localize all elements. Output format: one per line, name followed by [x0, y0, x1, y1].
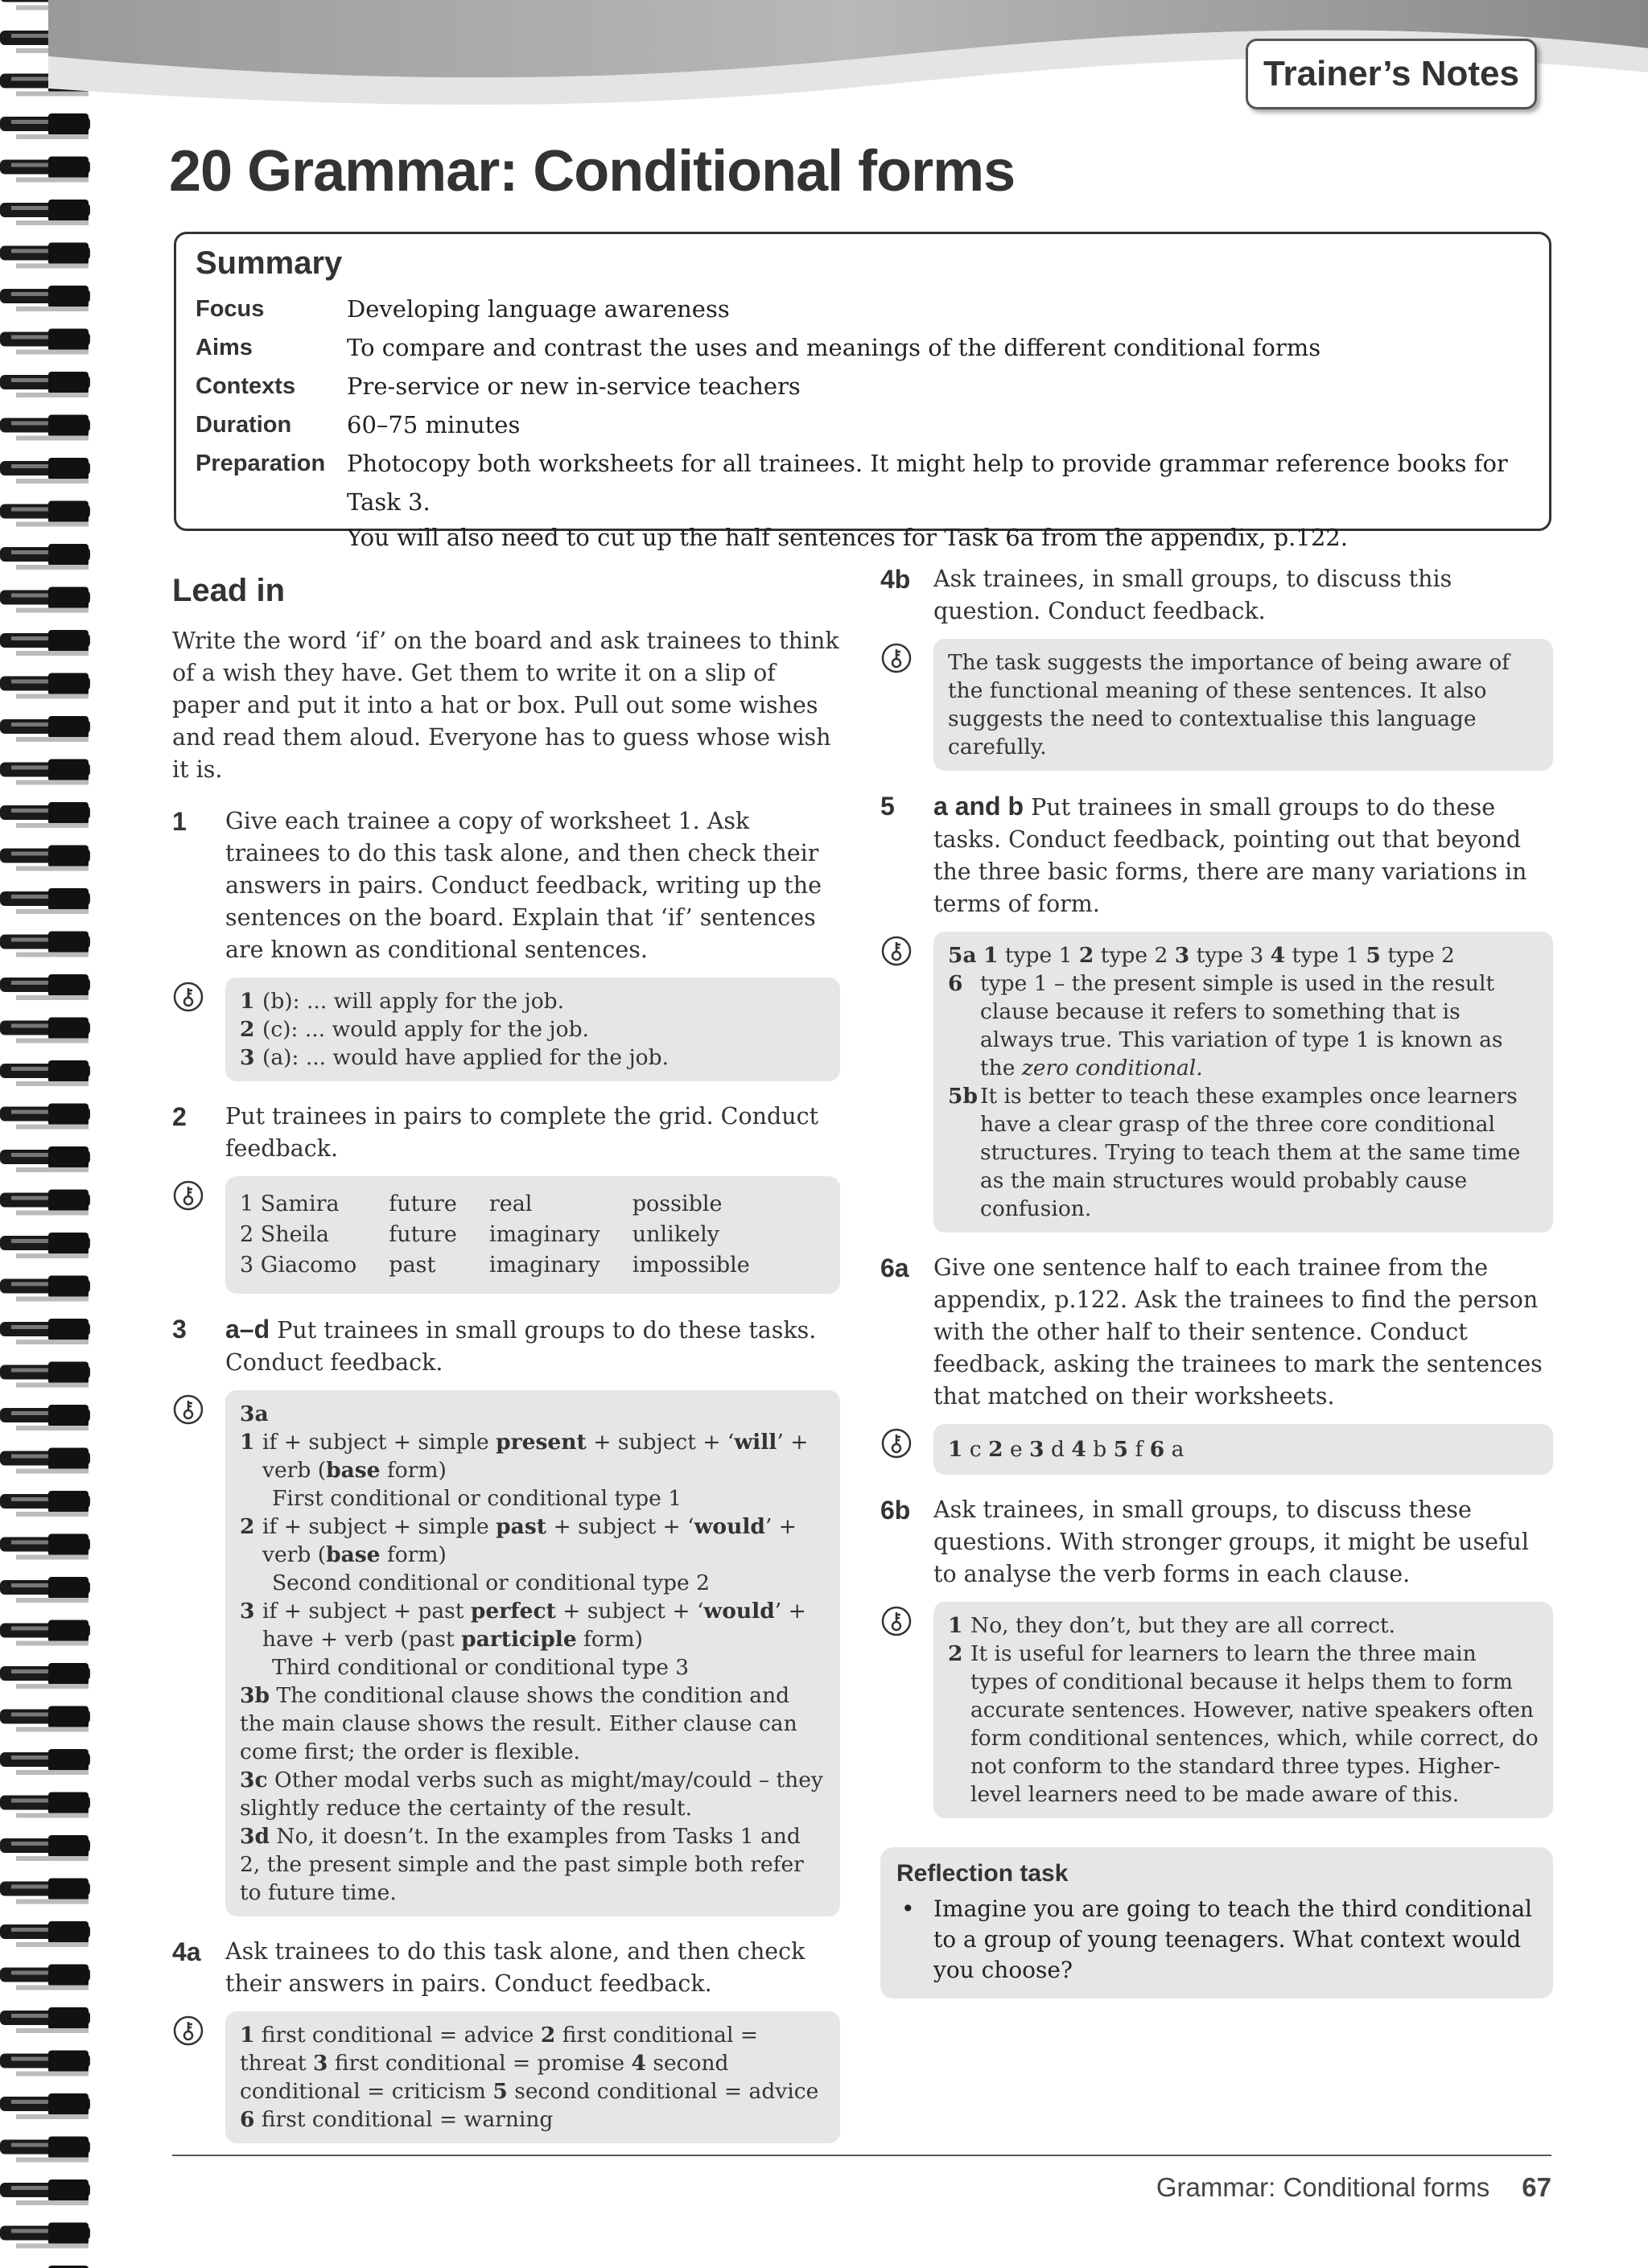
page-footer: [1156, 2172, 1551, 2203]
left-column: [172, 563, 840, 2143]
task-text: Put trainees in small groups to do these tasks. Conduct feedback, pointing out that beyond the three basic forms, there are many variations in terms of form.: [933, 794, 1527, 917]
summary-value: Developing language awareness: [347, 295, 730, 323]
reflection-bullet: [896, 1894, 1537, 1986]
summary-value: You will also need to cut up the half sentences for Task 6a from the appendix, p.122.: [347, 524, 1348, 551]
summary-value: Photocopy both worksheets for all trainees. It might help to provide grammar reference books for Task 3.: [347, 450, 1508, 516]
answer-key-box: [933, 932, 1553, 1233]
summary-row-focus: [196, 290, 1530, 328]
key-text: if + subject + simple past + subject + ‘would’ + verb (base form): [262, 1514, 797, 1567]
page-title: 20 Grammar: Conditional forms: [169, 139, 1016, 204]
task-3: [172, 1313, 840, 1379]
key-num: 1: [240, 1430, 255, 1455]
key-icon: [172, 2011, 225, 2050]
key-icon: [172, 978, 225, 1016]
summary-value: To compare and contrast the uses and meanings of the different conditional forms: [347, 334, 1321, 361]
grid-cell: 2 Sheila: [240, 1222, 329, 1247]
grid-cell: unlikely: [632, 1222, 719, 1247]
key-item: [240, 1428, 826, 1484]
answer-key-box: [933, 1602, 1553, 1818]
key-line: 5a 1 type 1 2 type 2 3 type 3 4 type 1 5 type 2: [948, 943, 1455, 968]
reflection-text: Imagine you are going to teach the third conditional to a group of young teenagers. What context would you choose?: [933, 1895, 1532, 1983]
key-text: (b): ... will apply for the job.: [262, 989, 565, 1014]
key-num: 2: [240, 1017, 255, 1042]
answer-key-box: [225, 1176, 840, 1294]
bullet-icon: •: [901, 1895, 915, 1922]
lead-in-text: Write the word ‘if’ on the board and ask trainees to think of a wish they have. Get them to write it on a slip of paper and put it into a hat or box. Pull out some wishes and read them aloud. Everyone has to guess whose wish it is.: [172, 628, 839, 783]
task-text: Put trainees in pairs to complete the grid. Conduct feedback.: [225, 1103, 819, 1162]
key-icon: [172, 1390, 225, 1429]
key-item: [240, 1513, 826, 1569]
key-item: 2 It is useful for learners to learn the three main types of conditional because it helps them to form accurate sentences. However, native speakers often form conditional sentences, which, while correct, do not conform to the standard three types. Higher-level learners need to be made aware of this.: [948, 1641, 1539, 1807]
grid-cell: imaginary: [488, 1222, 600, 1247]
task-4a: [172, 1936, 840, 2000]
grid-cell: imaginary: [488, 1253, 600, 1278]
task-text: Put trainees in small groups to do these tasks. Conduct feedback.: [225, 1317, 817, 1376]
key-item: 1 No, they don’t, but they are all correct.: [948, 1613, 1396, 1638]
answer-key-1: [172, 978, 840, 1081]
answer-key-box: [225, 1390, 840, 1916]
summary-row-contexts: [196, 367, 1530, 405]
task-number: 2: [172, 1102, 187, 1131]
grid-cell: possible: [632, 1192, 723, 1216]
summary-key: [196, 521, 347, 554]
key-icon: [880, 639, 933, 677]
key-num: 3: [240, 1045, 255, 1070]
task-text: Give each trainee a copy of worksheet 1. Ask trainees to do this task alone, and then check their answers in pairs. Conduct feedback, writing up the sentences on the board. Explain that ‘if’ sentences are known as conditional sentences.: [225, 808, 822, 963]
task-number: 4b: [880, 565, 911, 594]
page-number: 67: [1522, 2172, 1551, 2202]
task-number: 3: [172, 1315, 187, 1344]
grid-cell: real: [488, 1192, 533, 1216]
key-item: [240, 987, 826, 1015]
summary-row-preparation-cont: [196, 521, 1530, 554]
task-4b: [880, 563, 1553, 628]
key-para: 3d No, it doesn’t. In the examples from Tasks 1 and 2, the present simple and the past simple both refer to future time.: [240, 1824, 804, 1905]
key-icon: [880, 1424, 933, 1463]
answer-key-box: 1 first conditional = advice 2 first conditional = threat 3 first conditional = promise 4 second conditional = criticism 5 second conditional = advice 6 first conditional = warning: [225, 2011, 840, 2143]
summary-key: Contexts: [196, 373, 296, 399]
key-para: 3c Other modal verbs such as might/may/could – they slightly reduce the certainty of the result.: [240, 1768, 823, 1821]
key-num: 1: [240, 989, 255, 1014]
key-text: if + subject + simple present + subject + ‘will’ + verb (base form): [262, 1430, 809, 1483]
answer-key-6a: [880, 1424, 1553, 1475]
key-item: [240, 1597, 826, 1653]
summary-key: Duration: [196, 412, 292, 438]
key-subheading: 3a: [240, 1402, 269, 1426]
task-text: Ask trainees, in small groups, to discuss these questions. With stronger groups, it might be useful to analyse the verb forms in each clause.: [933, 1496, 1529, 1587]
summary-heading: Summary: [196, 245, 343, 281]
summary-key: Aims: [196, 335, 253, 360]
task-1: [172, 805, 840, 966]
key-item: 6 type 1 – the present simple is used in the result clause because it refers to something that is always true. This variation of type 1 is known as the zero conditional.: [948, 971, 1503, 1080]
grid-cell: past: [389, 1253, 436, 1278]
key-num: 3: [240, 1599, 255, 1624]
grid-cell: future: [389, 1222, 457, 1247]
key-icon: [880, 1602, 933, 1640]
task-number: 1: [172, 807, 187, 836]
right-column: [880, 563, 1553, 1998]
answer-key-box: [225, 978, 840, 1081]
grid-cell: 1 Samira: [240, 1192, 340, 1216]
key-text: (c): ... would apply for the job.: [262, 1017, 589, 1042]
trainers-notes-tab: Trainer’s Notes: [1246, 39, 1537, 109]
task-5: [880, 790, 1553, 920]
summary-key: Focus: [196, 296, 265, 322]
summary-row-preparation: [196, 444, 1530, 521]
task-lead: a and b: [933, 792, 1024, 821]
answer-key-box: The task suggests the importance of being aware of the functional meaning of these sentences. It also suggests the need to contextualise this language carefully.: [933, 639, 1553, 771]
lead-in-heading: Lead in: [172, 573, 286, 608]
footer-title: Grammar: Conditional forms: [1156, 2172, 1490, 2202]
summary-key: Preparation: [196, 451, 326, 476]
grid-row: [240, 1250, 782, 1281]
answer-grid: [240, 1189, 782, 1281]
task-text: Ask trainees, in small groups, to discuss this question. Conduct feedback.: [933, 566, 1452, 624]
key-text: if + subject + past perfect + subject + ‘would’ + have + verb (past participle form): [262, 1599, 806, 1652]
summary-value: 60–75 minutes: [347, 411, 521, 438]
reflection-heading: Reflection task: [896, 1860, 1069, 1887]
task-number: 6a: [880, 1253, 909, 1282]
summary-box: [174, 232, 1551, 551]
task-6a: [880, 1252, 1553, 1413]
task-number: 5: [880, 792, 895, 821]
grid-cell: impossible: [632, 1253, 750, 1278]
footer-divider: [172, 2155, 1551, 2156]
key-para: 3b The conditional clause shows the condition and the main clause shows the result. Either clause can come first; the order is flexible.: [240, 1683, 797, 1764]
key-icon: [880, 932, 933, 970]
answer-key-5: [880, 932, 1553, 1233]
key-num: 2: [240, 1514, 255, 1539]
task-6b: [880, 1494, 1553, 1591]
answer-key-4b: [880, 639, 1553, 771]
summary-row-duration: [196, 405, 1530, 444]
answer-key-box: 1 c 2 e 3 d 4 b 5 f 6 a: [933, 1424, 1553, 1475]
key-note: Second conditional or conditional type 2: [272, 1570, 710, 1595]
key-item: [240, 1015, 826, 1043]
task-text: Give one sentence half to each trainee from the appendix, p.122. Ask the trainees to find the person with the other half to their sentence. Conduct feedback, asking the trainees to mark the sentences that matched on their worksheets.: [933, 1254, 1543, 1410]
key-text: (a): ... would have applied for the job.: [262, 1045, 670, 1070]
task-text: Ask trainees to do this task alone, and then check their answers in pairs. Conduct feedback.: [225, 1938, 805, 1997]
task-number: 4a: [172, 1937, 201, 1966]
answer-key-4a: [172, 2011, 840, 2143]
task-lead: a–d: [225, 1315, 270, 1344]
grid-cell: 3 Giacomo: [240, 1253, 357, 1278]
answer-key-2: [172, 1176, 840, 1294]
grid-cell: future: [389, 1192, 457, 1216]
grid-row: [240, 1189, 782, 1220]
summary-value: Pre-service or new in-service teachers: [347, 373, 801, 400]
task-2: [172, 1101, 840, 1165]
key-icon: [172, 1176, 225, 1215]
key-item: 5b It is better to teach these examples once learners have a clear grasp of the three core conditional structures. Trying to teach them at the same time as the main structures would probably cause confusion.: [948, 1084, 1521, 1221]
answer-key-6b: [880, 1602, 1553, 1818]
grid-row: [240, 1220, 782, 1250]
key-item: [240, 1043, 826, 1072]
task-number: 6b: [880, 1496, 911, 1525]
spiral-binding: [0, 0, 97, 2268]
answer-key-3: [172, 1390, 840, 1916]
reflection-task-box: [880, 1847, 1553, 1998]
key-note: Third conditional or conditional type 3: [272, 1655, 690, 1680]
key-note: First conditional or conditional type 1: [272, 1486, 682, 1511]
summary-row-aims: [196, 328, 1530, 367]
